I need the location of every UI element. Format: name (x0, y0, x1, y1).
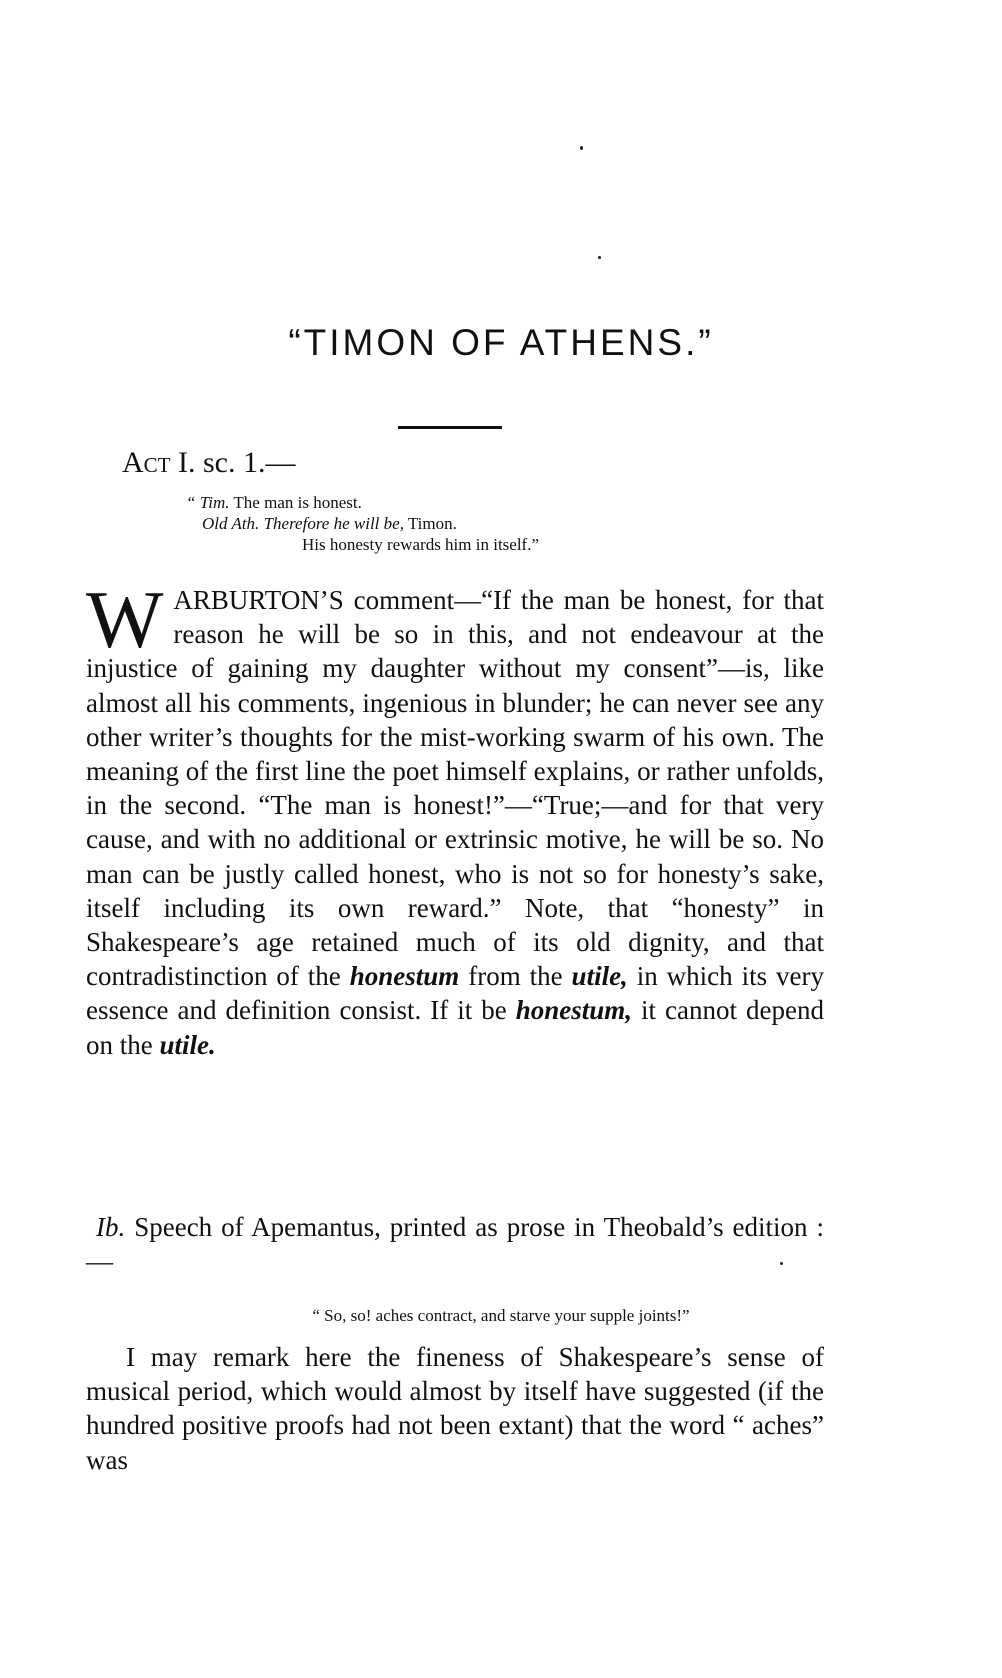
epigraph-text: The man is honest. (229, 493, 362, 512)
act-prefix: Act (122, 446, 171, 479)
epigraph-italic: Therefore he will be, (259, 514, 404, 533)
epigraph (186, 492, 539, 555)
epigraph-line-1 (186, 492, 539, 513)
ib-abbrev: Ib. (96, 1212, 126, 1242)
print-speck (580, 146, 583, 150)
paragraph-apemantus (86, 1210, 824, 1278)
paragraph-musical-period: I may remark here the fineness of Shakespeare’s sense of musical period, which would almost by itself have suggested (if the hundred positive proofs had not been extant) that the word “ aches” was (86, 1342, 824, 1475)
act-scene: I. sc. 1.— (170, 446, 296, 479)
paragraph-text: Speech of Apemantus, printed as prose in Theobald’s edition :— (86, 1212, 824, 1277)
epigraph-speaker-old-ath: Old Ath. (202, 514, 260, 533)
paragraph-warburton (86, 574, 824, 1062)
verse-quote: “ So, so! aches contract, and starve your supple joints!” (312, 1306, 690, 1325)
italic-term: honestum, (515, 995, 633, 1026)
print-speck (598, 256, 601, 259)
title-rule (398, 426, 502, 429)
epigraph-speaker-tim: “ Tim. (186, 493, 230, 512)
italic-term: utile, (571, 961, 628, 992)
paragraph-text: from the (459, 961, 572, 992)
paragraph-text: in which its very essence and definition consist. If it be (86, 961, 824, 1026)
paragraph-text: it cannot depend on the (86, 995, 824, 1060)
paragraph-text: ARBURTON’S comment—“If the man be honest, for that reason he will be so in this, and not endeavour at the injustice of gaining my daughter without my consent”—is, like almost all his comments, ingenious in blunder; he can never see any other writer’s thoughts for the mist-working swarm of his own. The meaning of the first line the poet himself explains, or rather unfolds, in the second. “The man is honest!”—“True;—and for that very cause, and with no additional or extrinsic motive, he will be so. No man can be justly called honest, who is not so for honesty’s sake, itself including its own reward.” Note, that “honesty” in Shakespeare’s age retained much of its old dignity, and that contradistinction of the (86, 585, 824, 992)
drop-cap: W (86, 574, 164, 665)
epigraph-line-3: His honesty rewards him in itself.” (302, 535, 540, 554)
epigraph-text: Timon. (403, 514, 457, 533)
italic-term: honestum (349, 961, 460, 992)
epigraph-line-2 (186, 513, 539, 534)
chapter-title: “TIMON OF ATHENS.” (288, 322, 714, 363)
act-heading (122, 446, 295, 480)
italic-term: utile. (159, 1029, 216, 1060)
